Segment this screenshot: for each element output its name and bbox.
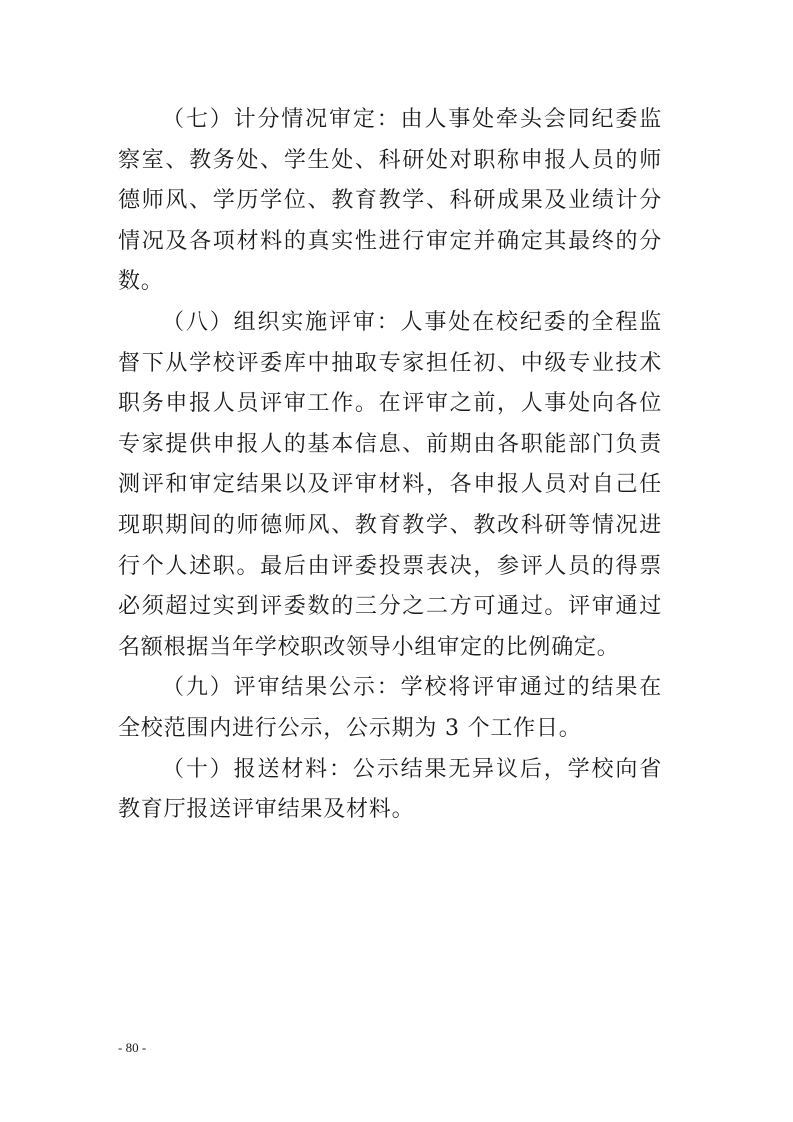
page-number: - 80 - bbox=[118, 1040, 147, 1055]
paragraph-result-publicity: （九）评审结果公示：学校将评审通过的结果在全校范围内进行公示，公示期为 3 个工作日。 bbox=[118, 675, 662, 741]
paragraph-submit-materials: （十）报送材料：公示结果无异议后，学校向省教育厅报送评审结果及材料。 bbox=[118, 756, 662, 823]
paragraph-organize-review: （八）组织实施评审：人事处在校纪委的全程监督下从学校评委库中抽取专家担任初、中级专业技术职务申报人员评审工作。在评审之前，人事处向各位专家提供申报人的基本信息、前期由各职能部门负责测评和审定结果以及评审材料，各申报人员对自己任现职期间的师德师风、教育教学、教改科研等情况进行个人述职。最后由评委投票表决，参评人员的得票必须超过实到评委数的三分之二方可通过。评审通过名额根据当年学校职改领导小组审定的比例确定。 bbox=[118, 309, 662, 660]
paragraph-scoring-review: （七）计分情况审定：由人事处牵头会同纪委监察室、教务处、学生处、科研处对职称申报人员的师德师风、学历学位、教育教学、科研成果及业绩计分情况及各项材料的真实性进行审定并确定其最终的分数。 bbox=[118, 107, 662, 295]
document-body bbox=[118, 100, 662, 831]
